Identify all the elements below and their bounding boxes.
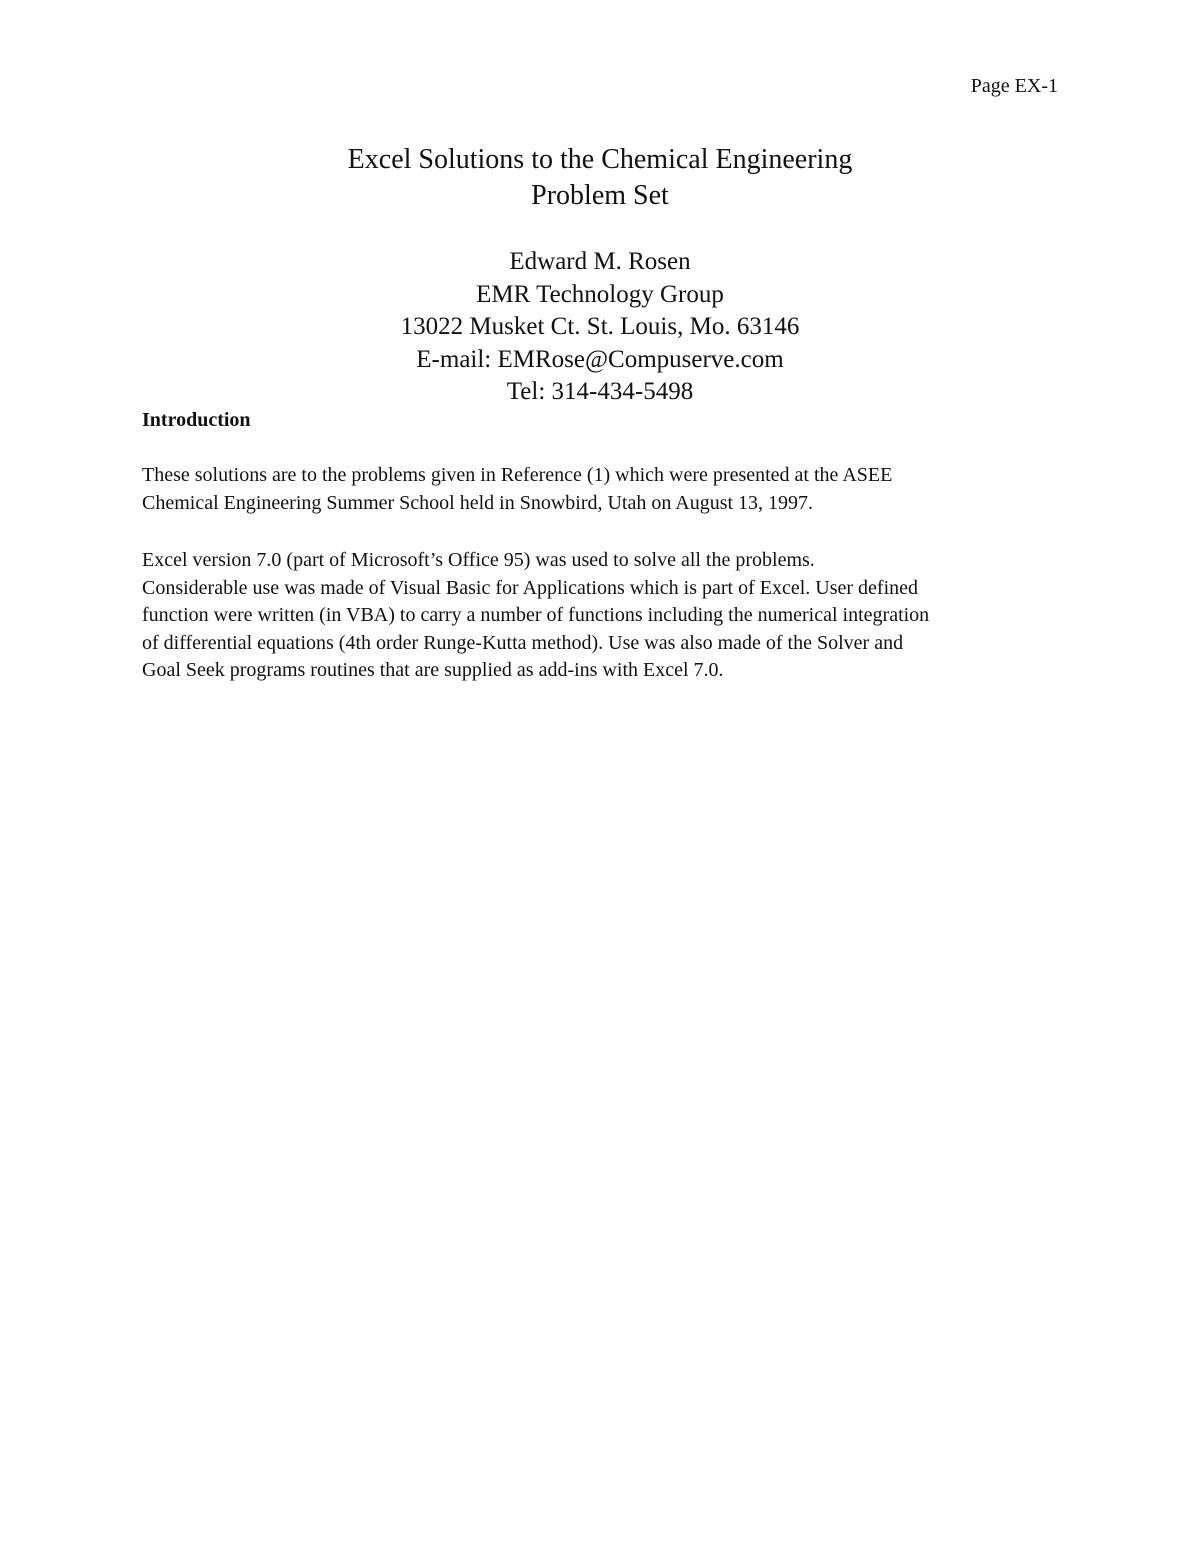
introduction-paragraph-1 [142, 462, 1072, 517]
author-address: 13022 Musket Ct. St. Louis, Mo. 63146 [400, 313, 800, 340]
paragraph-line: These solutions are to the problems given in Reference (1) which were presented at the ASEE [142, 464, 893, 486]
introduction-heading: Introduction [142, 409, 251, 431]
author-email: E-mail: EMRose@Compuserve.com [416, 345, 784, 373]
paragraph-line: Considerable use was made of Visual Basic for Applications which is part of Excel. User defined [142, 576, 919, 599]
title-line-1: Excel Solutions to the Chemical Engineering [347, 144, 853, 175]
author-organization: EMR Technology Group [476, 280, 724, 308]
paragraph-line: Goal Seek programs routines that are supplied as add-ins with Excel 7.0. [142, 659, 724, 681]
author-name: Edward M. Rosen [509, 248, 691, 275]
title-line-2: Problem Set [531, 180, 669, 211]
document-title [0, 142, 1200, 214]
author-phone: Tel: 314-434-5498 [506, 378, 694, 405]
author-info [0, 246, 1200, 409]
introduction-paragraph-2 [142, 547, 1072, 685]
page-number: Page EX-1 [970, 75, 1058, 97]
paragraph-line: Excel version 7.0 (part of Microsoft’s Office 95) was used to solve all the problems. [142, 549, 815, 571]
paragraph-line: of differential equations (4th order Runge-Kutta method). Use was also made of the Solver and [142, 631, 904, 654]
paragraph-line: function were written (in VBA) to carry a number of functions including the numerical integration [142, 604, 930, 626]
paragraph-line: Chemical Engineering Summer School held in Snowbird, Utah on August 13, 1997. [142, 491, 814, 514]
